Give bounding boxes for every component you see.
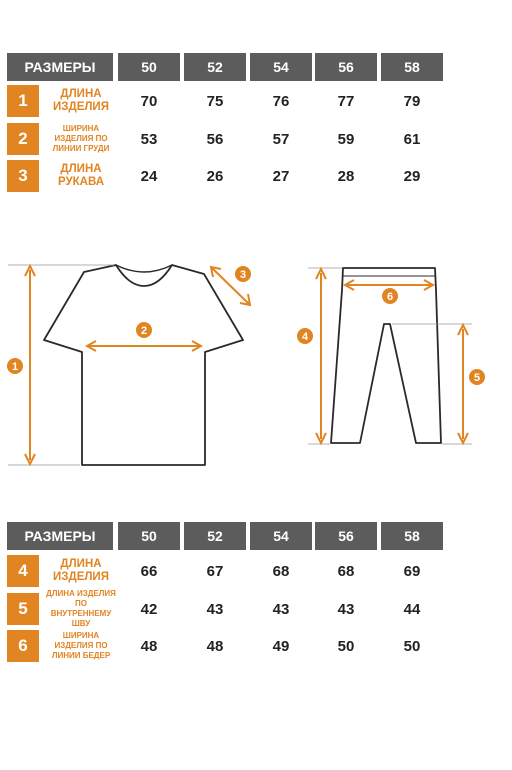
table-cell: 61	[403, 131, 421, 148]
marker-4	[297, 328, 313, 344]
table-cell: 56	[206, 131, 224, 148]
table-cell: 69	[403, 563, 421, 580]
table-row	[7, 555, 443, 587]
table-row	[7, 589, 443, 628]
size-header: 50	[118, 53, 180, 81]
table-cell: 75	[206, 93, 224, 110]
size-header: 52	[184, 522, 246, 550]
table-cell: 43	[272, 601, 290, 618]
svg-text:3: 3	[239, 269, 247, 281]
svg-text:6: 6	[386, 291, 394, 303]
header-label: РАЗМЕРЫ	[7, 522, 113, 550]
size-header: 54	[250, 522, 312, 550]
size-header: 56	[315, 53, 377, 81]
row-label: ДЛИНА ИЗДЕЛИЯ	[53, 88, 109, 113]
table-cell: 24	[140, 168, 158, 185]
size-header: 52	[184, 53, 246, 81]
svg-text:1: 1	[11, 361, 19, 373]
marker-5	[469, 369, 485, 385]
table-cell: 48	[206, 638, 224, 655]
table-cell: 59	[337, 131, 355, 148]
table-cell: 50	[337, 638, 355, 655]
marker-3	[235, 266, 251, 282]
table-row	[7, 630, 443, 662]
table-cell: 66	[140, 563, 158, 580]
table-cell: 67	[206, 563, 224, 580]
tshirt-outline	[44, 265, 243, 465]
table-cell: 68	[272, 563, 290, 580]
table-cell: 48	[140, 638, 158, 655]
size-header: 54	[250, 53, 312, 81]
table-cell: 79	[403, 93, 421, 110]
row-number-badge: 1	[7, 85, 39, 117]
tshirt-collar	[116, 265, 172, 272]
table-cell: 68	[337, 563, 355, 580]
svg-text:5: 5	[473, 372, 481, 384]
table-cell: 29	[403, 168, 421, 185]
table-cell: 26	[206, 168, 224, 185]
size-header: 50	[118, 522, 180, 550]
table-cell: 57	[272, 131, 290, 148]
row-label: ШИРИНА ИЗДЕЛИЯ ПО ЛИНИИ БЕДЕР	[51, 631, 111, 660]
table-cell: 76	[272, 93, 290, 110]
size-header: 58	[381, 53, 443, 81]
row-number-badge: 5	[7, 593, 39, 625]
table-cell: 50	[403, 638, 421, 655]
row-label: ДЛИНА ИЗДЕЛИЯ ПО ВНУТРЕННЕМУ ШВУ	[46, 589, 116, 628]
table-cell: 27	[272, 168, 290, 185]
row-number-badge: 3	[7, 160, 39, 192]
table-cell: 49	[272, 638, 290, 655]
size-header: 58	[381, 522, 443, 550]
table-cell: 44	[403, 601, 421, 618]
row-number-badge: 4	[7, 555, 39, 587]
marker-6	[382, 288, 398, 304]
table-cell: 70	[140, 93, 158, 110]
table-cell: 77	[337, 93, 355, 110]
row-number-badge: 6	[7, 630, 39, 662]
marker-2	[136, 322, 152, 338]
row-label: ДЛИНА ИЗДЕЛИЯ	[53, 558, 109, 583]
row-label: ДЛИНА РУКАВА	[57, 163, 105, 188]
size-header: 56	[315, 522, 377, 550]
table-cell: 43	[206, 601, 224, 618]
table-cell: 28	[337, 168, 355, 185]
table-cell: 53	[140, 131, 158, 148]
table-cell: 43	[337, 601, 355, 618]
marker-1	[7, 358, 23, 374]
table-cell: 42	[140, 601, 158, 618]
svg-text:2: 2	[140, 325, 148, 337]
svg-text:4: 4	[301, 331, 309, 343]
bottom-size-table	[7, 522, 443, 667]
header-row	[7, 522, 443, 550]
row-number-badge: 2	[7, 123, 39, 155]
row-label: ШИРИНА ИЗДЕЛИЯ ПО ЛИНИИ ГРУДИ	[52, 124, 110, 153]
header-label: РАЗМЕРЫ	[7, 53, 113, 81]
